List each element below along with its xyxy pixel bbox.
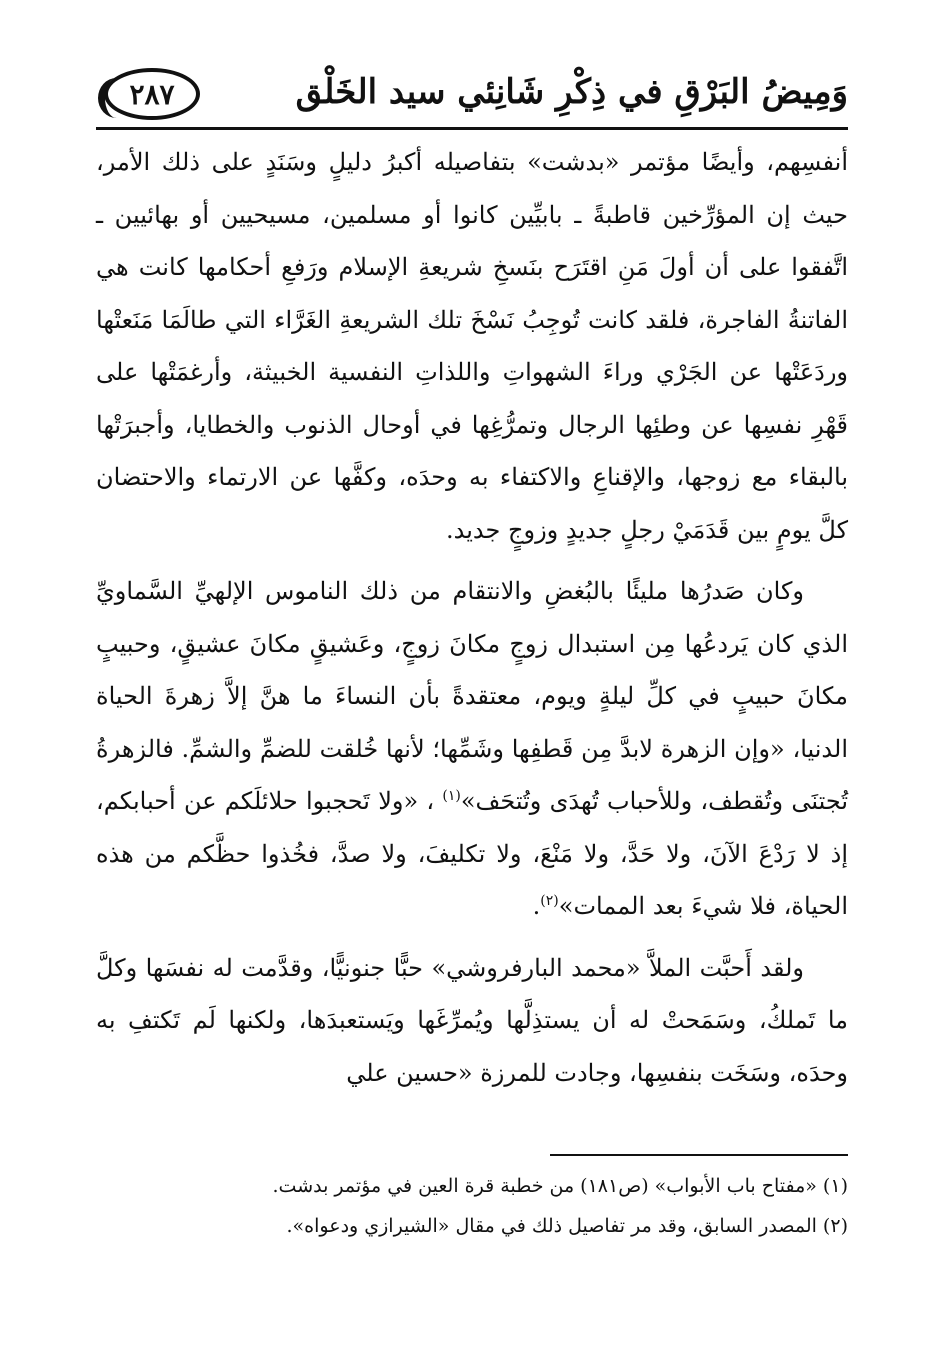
paragraph-2-text: وكان صَدرُها مليئًا بالبُغضِ والانتقام من ذلك الناموس الإلهيِّ السَّماويِّ الذي كان يَردعُها مِن استبدال زوجٍ مكانَ زوجٍ، وعَشيقٍ مكانَ عشيقٍ، وحبيبٍ مكانَ حبيبٍ في كلِّ ليلةٍ ويوم، معتقدةً بأن النساءَ ما هنَّ إلاَّ زهرةَ الحياة الدنيا، «وإن الزهرة لابدَّ مِن قَطفِها وشَمِّها؛ لأنها خُلقت للضمِّ والشمِّ. فالزهرةُ تُجتنَى وتُقطف، وللأحباب تُهدَى وتُتحَف» bbox=[96, 577, 849, 815]
paragraph-2-end: . bbox=[532, 892, 541, 920]
page-number-badge bbox=[104, 68, 200, 120]
page-header bbox=[96, 62, 848, 128]
paragraph-2-continuation: ، «ولا تَحجبوا حلائلَكم عن أحبابكم، إذ لا رَدْعَ الآنَ، ولا حَدَّ، ولا مَنْعَ، ولا تكليفَ، ولا صدَّ، فخُذوا حظَّكم من هذه الحياة، فلا شيءَ بعد الممات» bbox=[96, 787, 848, 920]
footnote-marker-1[interactable]: (١) bbox=[442, 788, 461, 804]
paragraph-2 bbox=[96, 565, 848, 933]
paragraph-3: ولقد أَحبَّت الملاَّ «محمد البارفروشي» حبًّا جنونيًّا، وقدَّمت له نفسَها وكلَّ ما تَملكُ، وسَمَحتْ له أن يستذِلَّها ويُمرِّغَها ويَستعبدَها، ولكنها لَم تَكتفِ به وحدَه، وسَخَت بنفسِها، وجادت للمرزة «حسين علي bbox=[96, 953, 848, 1087]
footnote-1: (١) «مفتاح باب الأبواب» (ص١٨١) من خطبة قرة العين في مؤتمر بدشت. bbox=[272, 1175, 848, 1197]
oval-ornament-icon bbox=[98, 78, 135, 118]
page-number: ٢٨٧ bbox=[129, 77, 175, 111]
header-divider bbox=[96, 127, 848, 130]
paragraph-1: أنفسِهم، وأيضًا مؤتمر «بدشت» بتفاصيله أكبرُ دليلٍ وسَنَدٍ على ذلك الأمر، حيث إن المؤرِّخين قاطبةً ـ بابيِّين كانوا أو مسلمين، مسيحيين أو بهائيين ـ اتَّفقوا على أن أولَ مَنِ اقتَرَح بنَسخِ شريعةِ الإسلام ورَفعِ أحكامها كانت هي الفاتنةُ الفاجرة، فلقد كانت تُوجِبُ نَسْخَ تلك الشريعةِ الغَرَّاء التي طالَمَا مَنَعتْها وردَعَتْها عن الجَرْي وراءَ الشهواتِ واللذاتِ النفسية الخبيثة، وأرغمَتْها على قَهْرِ نفسِها عن وطئِها الرجال وتمرُّغِها في أوحال الذنوب والخطايا، وأجبرَتْها بالبقاء مع زوجها، والإقناعِ والاكتفاء به وحدَه، وكفَّها عن الارتماء والاحتضان كلَّ يومٍ بين قَدَمَيْ رجلٍ جديدٍ وزوجٍ جديد. bbox=[96, 148, 849, 544]
running-title: وَمِيضُ البَرْقِ في ذِكْرِ شَانِئي سيد الخَلْق bbox=[295, 72, 848, 112]
main-text bbox=[96, 136, 848, 1099]
footnote-divider bbox=[550, 1154, 848, 1156]
footnote-marker-2[interactable]: (٢) bbox=[540, 893, 559, 909]
footnotes bbox=[96, 1166, 848, 1246]
footnote-2: (٢) المصدر السابق، وقد مر تفاصيل ذلك في مقال «الشيرازي ودعواه». bbox=[286, 1215, 848, 1237]
